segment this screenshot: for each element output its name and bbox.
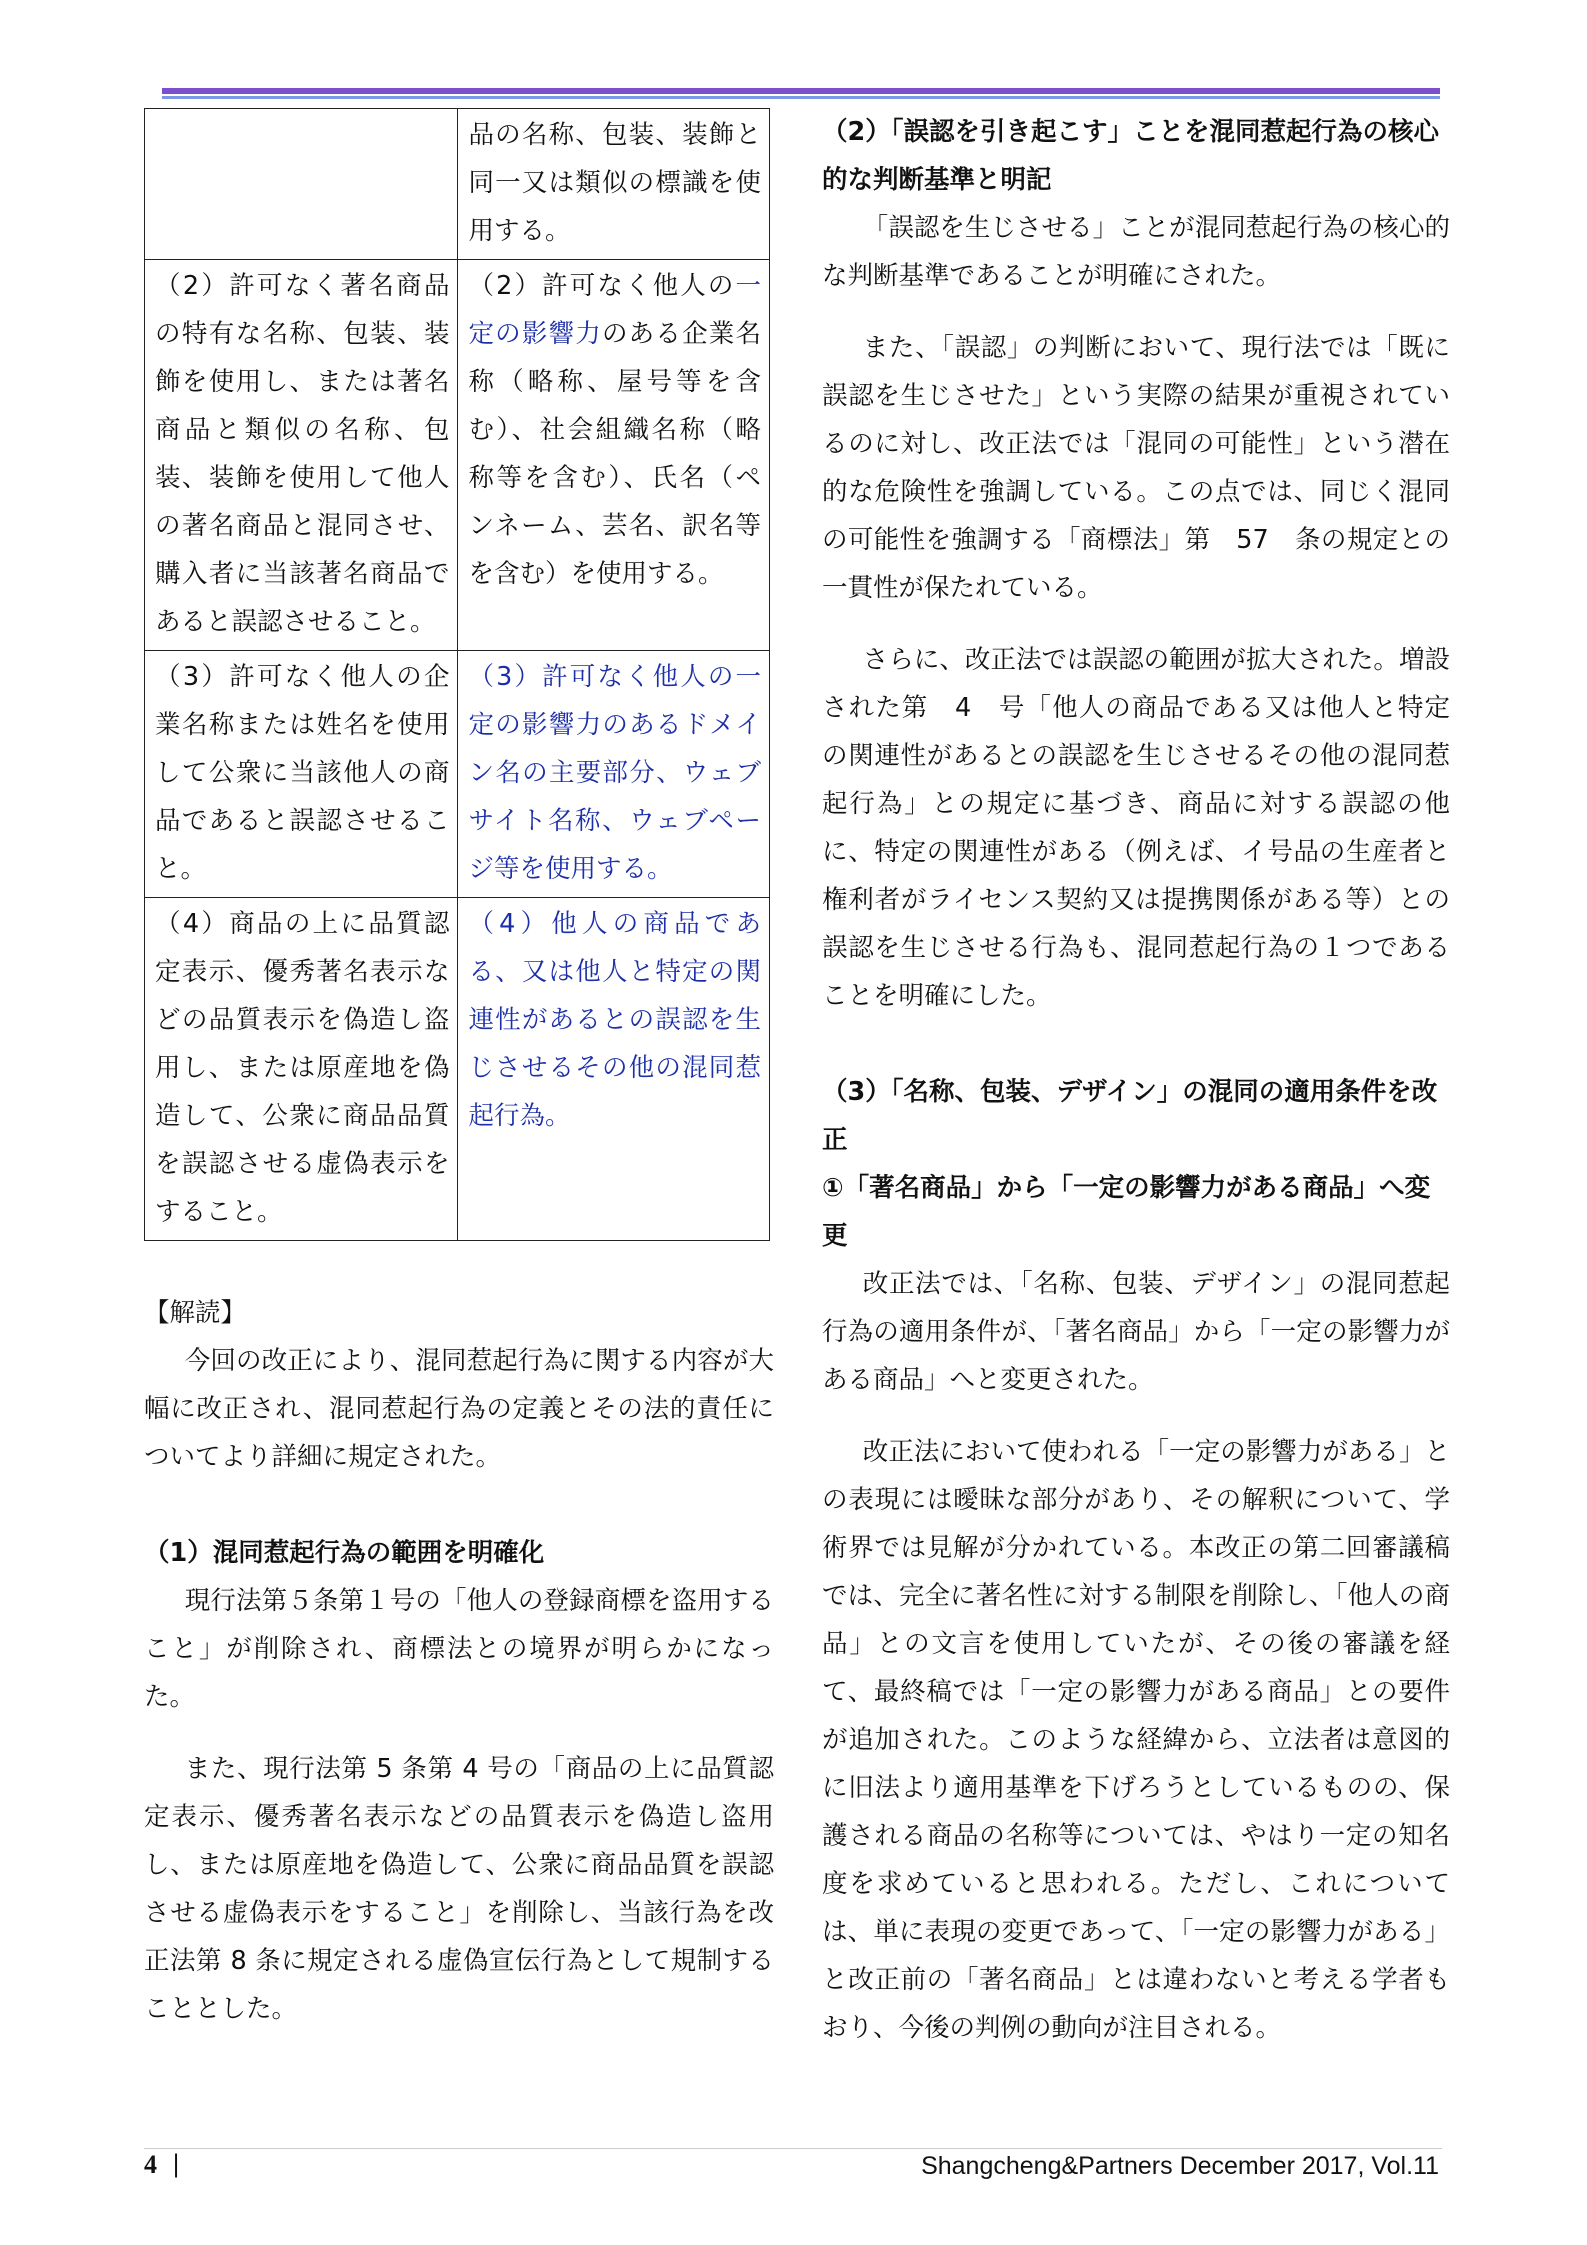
publication-footer: Shangcheng&Partners December 2017, Vol.11 — [921, 2152, 1439, 2180]
header-rule-accent — [162, 96, 1440, 99]
right-column — [822, 108, 1450, 2052]
table-cell-current: （4）商品の上に品質認定表示、優秀著名表示などの品質表示を偽造し盗用し、または原産地を偽造して、公衆に商品品質を誤認させる虚偽表示をすること。 — [145, 898, 458, 1241]
paragraph: また、「誤認」の判断において、現行法では「既に誤認を生じさせた」という実際の結果が重視されているのに対し、改正法では「混同の可能性」という潜在的な危険性を強調している。この点では、同じく混同の可能性を強調する「商標法」第 57 条の規定との一貫性が保たれている。 — [822, 333, 1450, 603]
table-row — [145, 260, 770, 651]
section-heading: （2）「誤認を引き起こす」ことを混同惹起行為の核心的な判断基準と明記 — [822, 117, 1439, 195]
page-number: 4 — [144, 2150, 157, 2179]
footer-separator: | — [172, 2150, 181, 2178]
paragraph: 改正法では、「名称、包装、デザイン」の混同惹起行為の適用条件が、「著名商品」から「一定の影響力がある商品」へと変更された。 — [822, 1269, 1450, 1395]
section-heading: （3）「名称、包装、デザイン」の混同の適用条件を改正 — [822, 1077, 1438, 1155]
table-cell-revised — [458, 260, 770, 651]
paragraph: 今回の改正により、混同惹起行為に関する内容が大幅に改正され、混同惹起行為の定義とその法的責任についてより詳細に規定された。 — [144, 1346, 774, 1472]
table-cell-revised: （4）他人の商品である、又は他人と特定の関連性があるとの誤認を生じさせるその他の混同惹起行為。 — [458, 898, 770, 1241]
table-row — [145, 109, 770, 260]
section-heading: （1）混同惹起行為の範囲を明確化 — [144, 1538, 545, 1568]
table-row — [145, 651, 770, 898]
revised-highlight: 一定の影響力 — [468, 271, 761, 349]
paragraph: さらに、改正法では誤認の範囲が拡大された。増設された第 4 号「他人の商品である又は他人と特定の関連性があるとの誤認を生じさせるその他の混同惹起行為」との規定に基づき、商品に対する誤認の他に、特定の関連性がある（例えば、イ号品の生産者と権利者がライセンス契約又は提携関係がある等）との誤認を生じさせる行為も、混同惹起行為の１つであることを明確にした。 — [822, 645, 1450, 1011]
revised-text: （2）許可なく他人の — [468, 271, 736, 301]
table-cell-current: （2）許可なく著名商品の特有な名称、包装、装飾を使用し、または著名商品と類似の名称、包装、装飾を使用して他人の著名商品と混同させ、購入者に当該著名商品であると誤認させること。 — [145, 260, 458, 651]
table-row — [145, 898, 770, 1241]
comparison-table — [144, 108, 770, 1241]
paragraph: 改正法において使われる「一定の影響力がある」との表現には曖昧な部分があり、その解釈について、学術界では見解が分かれている。本改正の第二回審議稿では、完全に著名性に対する制限を削除し、「他人の商品」との文言を使用していたが、その後の審議を経て、最終稿では「一定の影響力がある商品」との要件が追加された。このような経緯から、立法者は意図的に旧法より適用基準を下げろうとしているものの、保護される商品の名称等については、やはり一定の知名度を求めていると思われる。ただし、これについては、単に表現の変更であって、「一定の影響力がある」と改正前の「著名商品」とは違わないと考える学者もおり、今後の判例の動向が注目される。 — [822, 1437, 1450, 2043]
footer-rule — [144, 2148, 1442, 2149]
table-cell-revised: （3）許可なく他人の一定の影響力のあるドメイン名の主要部分、ウェブサイト名称、ウェブページ等を使用する。 — [458, 651, 770, 898]
sub-heading: ①「著名商品」から「一定の影響力がある商品」へ変更 — [822, 1173, 1431, 1251]
paragraph: 「誤認を生じさせる」ことが混同惹起行為の核心的な判断基準であることが明確にされた。 — [822, 213, 1450, 291]
paragraph: また、現行法第 5 条第 4 号の「商品の上に品質認定表示、優秀著名表示などの品質表示を偽造し盗用し、または原産地を偽造して、公衆に商品品質を誤認させる虚偽表示をすること」を削除し、当該行為を改正法第 8 条に規定される虚偽宣伝行為として規制することとした。 — [144, 1754, 774, 2024]
paragraph: 現行法第５条第１号の「他人の登録商標を盗用すること」が削除され、商標法との境界が明らかになった。 — [144, 1586, 774, 1712]
table-cell-current — [145, 109, 458, 260]
header-rule — [162, 88, 1440, 94]
commentary-label: 【解読】 — [144, 1298, 247, 1328]
revised-text: のある企業名称（略称、屋号等を含む）、社会組織名称（略称等を含む）、氏名（ペンネーム、芸名、訳名等を含む）を使用する。 — [468, 319, 761, 589]
left-column — [144, 108, 774, 2033]
table-cell-revised: 品の名称、包装、装飾と同一又は類似の標識を使用する。 — [458, 109, 770, 260]
table-cell-current: （3）許可なく他人の企業名称または姓名を使用して公衆に当該他人の商品であると誤認させること。 — [145, 651, 458, 898]
